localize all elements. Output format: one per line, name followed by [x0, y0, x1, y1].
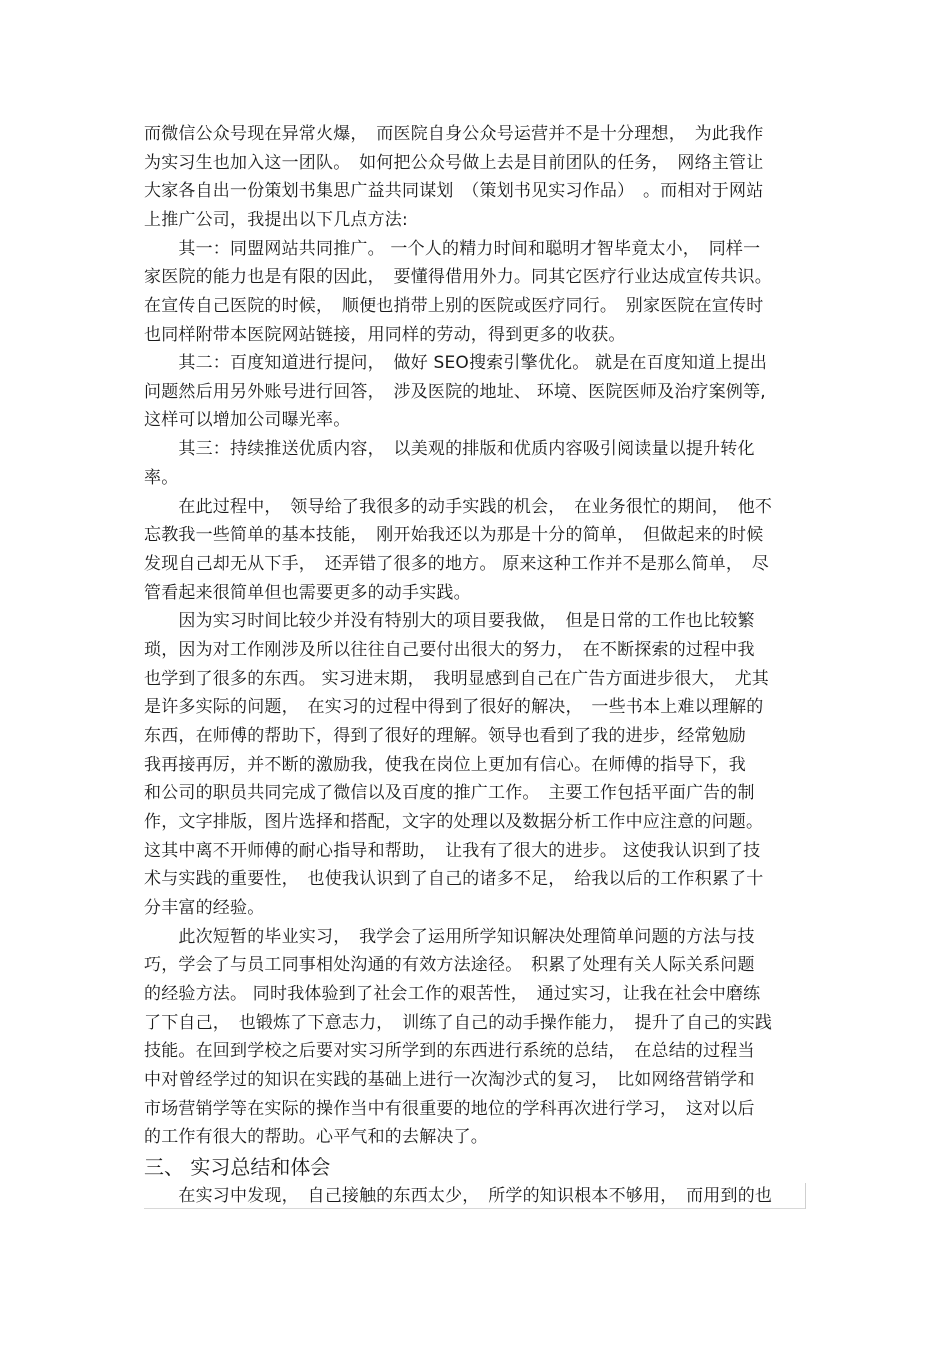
body-line: 术与实践的重要性， 也使我认识到了自己的诸多不足， 给我以后的工作积累了十 — [144, 869, 764, 889]
body-line: 也学到了很多的东西。 实习进末期， 我明显感到自己在广告方面进步很大， 尤其 — [144, 669, 770, 689]
body-line: 在此过程中， 领导给了我很多的动手实践的机会， 在业务很忙的期间， 他不 — [144, 497, 773, 517]
body-line: 是许多实际的问题， 在实习的过程中得到了很好的解决， 一些书本上难以理解的 — [144, 697, 764, 717]
body-line: 管看起来很简单但也需要更多的动手实践。 — [144, 583, 471, 603]
body-line: 也同样附带本医院网站链接，用同样的劳动，得到更多的收获。 — [144, 325, 626, 345]
body-line: 此次短暂的毕业实习， 我学会了运用所学知识解决处理简单问题的方法与技 — [144, 927, 755, 947]
body-line: 其一：同盟网站共同推广。 一个人的精力时间和聪明才智毕竟太小， 同样一 — [144, 239, 761, 259]
body-line: 其二：百度知道进行提问， 做好 SEO搜索引擎优化。 就是在百度知道上提出 — [144, 353, 768, 373]
body-line: 大家各自出一份策划书集思广益共同谋划 （策划书见实习作品） 。而相对于网站 — [144, 181, 764, 201]
body-line: 和公司的职员共同完成了微信以及百度的推广工作。 主要工作包括平面广告的制 — [144, 783, 755, 803]
body-line: 作，文字排版，图片选择和搭配，文字的处理以及数据分析工作中应注意的问题。 — [144, 812, 764, 832]
page-cut-rule-end — [805, 1183, 806, 1209]
body-line: 忘教我一些简单的基本技能， 刚开始我还以为那是十分的简单， 但做起来的时候 — [144, 525, 764, 545]
body-line: 上推广公司，我提出以下几点方法: — [144, 210, 408, 230]
body-line: 这样可以增加公司曝光率。 — [144, 410, 351, 430]
body-line: 而微信公众号现在异常火爆， 而医院自身公众号运营并不是十分理想， 为此我作 — [144, 124, 764, 144]
body-line: 为实习生也加入这一团队。 如何把公众号做上去是目前团队的任务， 网络主管让 — [144, 153, 764, 173]
body-line: 在实习中发现， 自己接触的东西太少， 所学的知识根本不够用， 而用到的也 — [144, 1186, 773, 1206]
body-line: 家医院的能力也是有限的因此， 要懂得借用外力。同其它医疗行业达成宣传共识。 — [144, 267, 772, 287]
body-line: 这其中离不开师傅的耐心指导和帮助， 让我有了很大的进步。 这使我认识到了技 — [144, 841, 761, 861]
body-line: 技能。在回到学校之后要对实习所学到的东西进行系统的总结， 在总结的过程当 — [144, 1041, 755, 1061]
section-heading: 三、 实习总结和体会 — [144, 1155, 331, 1179]
body-line: 我再接再厉，并不断的激励我，使我在岗位上更加有信心。在师傅的指导下，我 — [144, 755, 746, 775]
body-line: 了下自己， 也锻炼了下意志力， 训练了自己的动手操作能力， 提升了自己的实践 — [144, 1013, 773, 1033]
body-line: 的经验方法。 同时我体验到了社会工作的艰苦性， 通过实习，让我在社会中磨练 — [144, 984, 761, 1004]
body-line: 问题然后用另外账号进行回答， 涉及医院的地址、 环境、医院医师及治疗案例等, — [144, 382, 766, 402]
body-line: 的工作有很大的帮助。心平气和的去解决了。 — [144, 1127, 488, 1147]
body-line: 东西，在师傅的帮助下，得到了很好的理解。领导也看到了我的进步，经常勉励 — [144, 726, 746, 746]
body-line: 在宣传自己医院的时候， 顺便也捎带上别的医院或医疗同行。 别家医院在宣传时 — [144, 296, 764, 316]
body-line: 市场营销学等在实际的操作当中有很重要的地位的学科再次进行学习， 这对以后 — [144, 1099, 755, 1119]
body-line: 中对曾经学过的知识在实践的基础上进行一次淘沙式的复习， 比如网络营销学和 — [144, 1070, 755, 1090]
body-line: 率。 — [144, 468, 179, 488]
page-cut-rule — [144, 1208, 806, 1209]
body-line: 发现自己却无从下手， 还弄错了很多的地方。 原来这种工作并不是那么简单， 尽 — [144, 554, 770, 574]
body-line: 分丰富的经验。 — [144, 898, 265, 918]
body-line: 其三：持续推送优质内容， 以美观的排版和优质内容吸引阅读量以提升转化 — [144, 439, 755, 459]
body-line: 琐，因为对工作刚涉及所以往往自己要付出很大的努力， 在不断探索的过程中我 — [144, 640, 755, 660]
body-line: 巧，学会了与员工同事相处沟通的有效方法途径。 积累了处理有关人际关系问题 — [144, 955, 755, 975]
body-line: 因为实习时间比较少并没有特别大的项目要我做， 但是日常的工作也比较繁 — [144, 611, 755, 631]
